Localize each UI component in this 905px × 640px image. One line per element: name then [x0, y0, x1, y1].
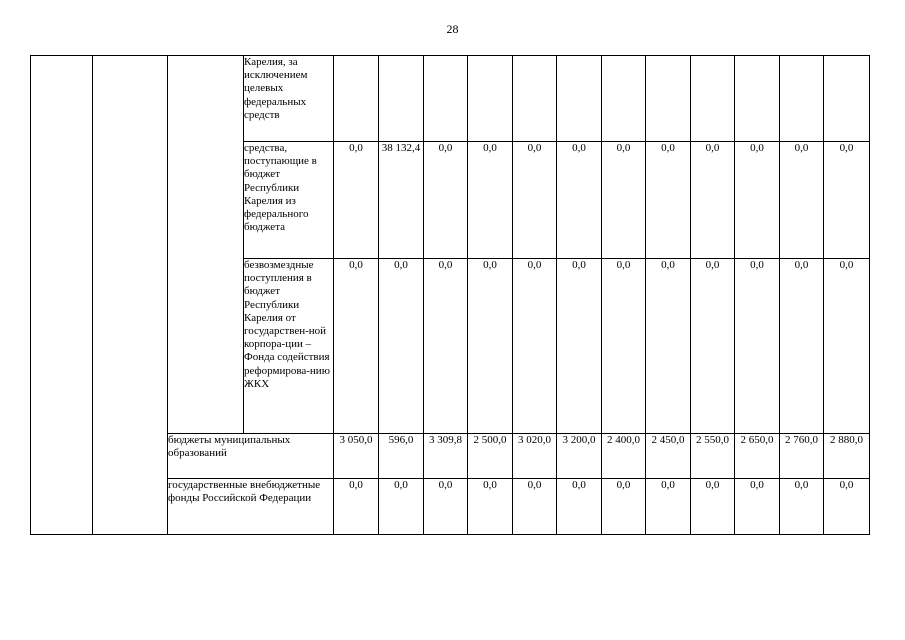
value-cell: 0,0 — [557, 142, 602, 259]
value-cell: 2 760,0 — [780, 434, 824, 479]
value-cell: 2 550,0 — [691, 434, 735, 479]
value-cell — [379, 56, 424, 142]
value-cell: 0,0 — [735, 142, 780, 259]
row-label: бюджеты муниципальных образований — [168, 434, 334, 479]
value-cell — [691, 56, 735, 142]
value-cell: 3 309,8 — [424, 434, 468, 479]
value-cell — [602, 56, 646, 142]
value-cell: 0,0 — [513, 142, 557, 259]
value-cell: 0,0 — [557, 479, 602, 535]
value-cell: 0,0 — [468, 142, 513, 259]
empty-cell — [31, 56, 93, 535]
value-cell: 0,0 — [379, 259, 424, 434]
page-number: 28 — [446, 22, 459, 36]
value-cell — [646, 56, 691, 142]
value-cell: 0,0 — [513, 479, 557, 535]
value-cell: 2 450,0 — [646, 434, 691, 479]
value-cell: 0,0 — [602, 259, 646, 434]
value-cell: 0,0 — [824, 142, 870, 259]
row-label: Карелия, за исключением целевых федеральных средств — [244, 56, 334, 142]
value-cell: 0,0 — [424, 479, 468, 535]
value-cell: 0,0 — [602, 479, 646, 535]
value-cell: 0,0 — [780, 479, 824, 535]
value-cell: 0,0 — [735, 479, 780, 535]
value-cell: 0,0 — [646, 479, 691, 535]
value-cell: 3 020,0 — [513, 434, 557, 479]
value-cell: 2 880,0 — [824, 434, 870, 479]
row-label: средства, поступающие в бюджет Республики Карелия из федерального бюджета — [244, 142, 334, 259]
value-cell — [513, 56, 557, 142]
value-cell: 0,0 — [424, 142, 468, 259]
value-cell: 596,0 — [379, 434, 424, 479]
value-cell: 2 650,0 — [735, 434, 780, 479]
value-cell: 2 500,0 — [468, 434, 513, 479]
value-cell — [468, 56, 513, 142]
value-cell: 0,0 — [735, 259, 780, 434]
budget-table — [30, 55, 870, 535]
value-cell — [824, 56, 870, 142]
value-cell: 0,0 — [824, 259, 870, 434]
value-cell: 0,0 — [334, 479, 379, 535]
empty-cell — [168, 56, 244, 434]
value-cell: 0,0 — [646, 142, 691, 259]
value-cell: 0,0 — [691, 259, 735, 434]
value-cell — [735, 56, 780, 142]
value-cell: 0,0 — [691, 479, 735, 535]
value-cell: 0,0 — [780, 259, 824, 434]
value-cell — [334, 56, 379, 142]
value-cell: 2 400,0 — [602, 434, 646, 479]
value-cell: 0,0 — [468, 259, 513, 434]
value-cell: 0,0 — [424, 259, 468, 434]
value-cell: 0,0 — [379, 479, 424, 535]
row-label: государственные внебюджетные фонды Российской Федерации — [168, 479, 334, 535]
value-cell — [780, 56, 824, 142]
value-cell: 38 132,4 — [379, 142, 424, 259]
value-cell: 0,0 — [468, 479, 513, 535]
value-cell: 0,0 — [334, 259, 379, 434]
value-cell: 0,0 — [646, 259, 691, 434]
value-cell: 0,0 — [824, 479, 870, 535]
value-cell — [424, 56, 468, 142]
value-cell: 0,0 — [334, 142, 379, 259]
value-cell — [557, 56, 602, 142]
table-row — [31, 56, 870, 142]
value-cell: 3 050,0 — [334, 434, 379, 479]
value-cell: 3 200,0 — [557, 434, 602, 479]
value-cell: 0,0 — [602, 142, 646, 259]
empty-cell — [93, 56, 168, 535]
value-cell: 0,0 — [557, 259, 602, 434]
row-label: безвозмездные поступления в бюджет Республики Карелия от государствен-ной корпора-ции – Фонда содействия реформирова-нию ЖКХ — [244, 259, 334, 434]
value-cell: 0,0 — [691, 142, 735, 259]
value-cell: 0,0 — [780, 142, 824, 259]
value-cell: 0,0 — [513, 259, 557, 434]
